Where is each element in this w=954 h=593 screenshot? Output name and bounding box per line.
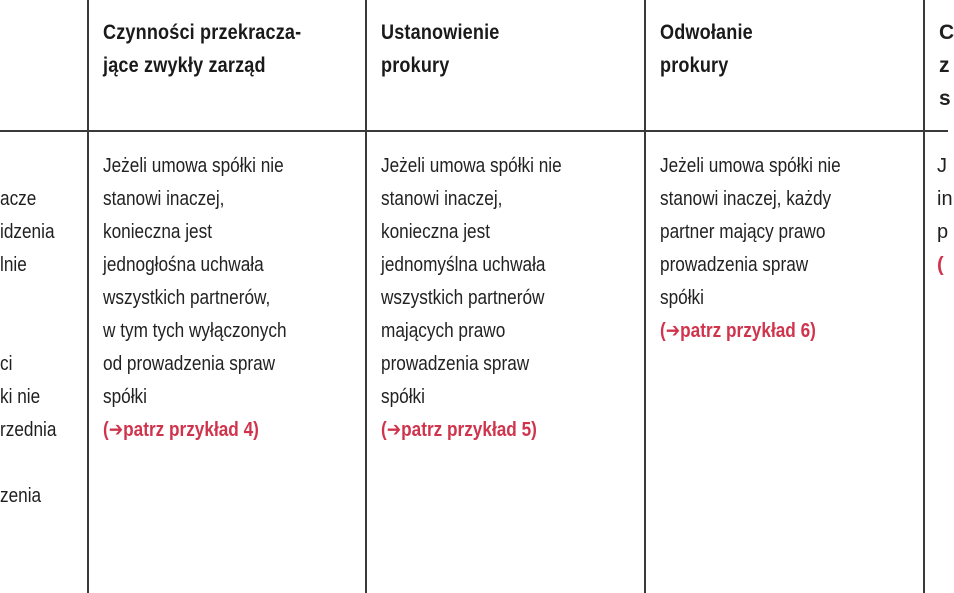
body-line: konieczna jest bbox=[103, 221, 213, 243]
column-body bbox=[660, 150, 941, 348]
cut-off-heading bbox=[939, 16, 954, 115]
cut-off-text: ci bbox=[0, 353, 13, 375]
body-line: Jeżeli umowa spółki nie bbox=[381, 155, 562, 177]
cut-off-body bbox=[937, 150, 953, 282]
table-column-partial-right bbox=[925, 0, 954, 593]
body-line: spółki bbox=[660, 287, 704, 309]
body-line: stanowi inaczej, bbox=[381, 188, 503, 210]
column-heading: Ustanowienie prokury bbox=[381, 21, 500, 77]
cut-off-text: ki nie bbox=[0, 386, 41, 408]
example-reference-link[interactable]: (➔patrz przykład 6) bbox=[660, 320, 816, 342]
body-line: jednogłośna uchwała bbox=[103, 254, 264, 276]
body-line: mających prawo bbox=[381, 320, 506, 342]
body-line: prowadzenia spraw bbox=[381, 353, 530, 375]
cut-off-text: s bbox=[939, 87, 951, 110]
body-line: stanowi inaczej, bbox=[103, 188, 225, 210]
cut-off-text: idzenia bbox=[0, 221, 55, 243]
body-line: jednomyślna uchwała bbox=[381, 254, 546, 276]
body-line: stanowi inaczej, każdy bbox=[660, 188, 832, 210]
cut-off-text: acze bbox=[0, 188, 37, 210]
cut-off-text: z bbox=[939, 54, 950, 77]
column-heading: Czynności przekracza- jące zwykły zarząd bbox=[103, 21, 302, 77]
table-column-czynnosci bbox=[89, 0, 365, 593]
cut-off-text: zenia bbox=[0, 485, 42, 507]
example-reference-link[interactable]: (➔patrz przykład 5) bbox=[381, 419, 537, 441]
column-body bbox=[103, 150, 383, 447]
cut-off-text: rzednia bbox=[0, 419, 57, 441]
cut-off-text: J bbox=[937, 155, 947, 177]
body-line: partner mający prawo bbox=[660, 221, 826, 243]
example-reference-link[interactable]: (➔patrz przykład 4) bbox=[103, 419, 259, 441]
cut-off-text: p bbox=[937, 221, 949, 243]
body-line: wszystkich partnerów, bbox=[103, 287, 271, 309]
cut-off-text: C bbox=[939, 21, 954, 44]
cut-off-text: ( bbox=[937, 254, 944, 276]
column-body bbox=[381, 150, 662, 447]
body-line: Jeżeli umowa spółki nie bbox=[103, 155, 284, 177]
cut-off-text: in bbox=[937, 188, 953, 210]
table-column-odwolanie-prokury bbox=[646, 0, 923, 593]
body-line: spółki bbox=[381, 386, 425, 408]
cut-off-text: lnie bbox=[0, 254, 27, 276]
body-line: prowadzenia spraw bbox=[660, 254, 809, 276]
body-line: wszystkich partnerów bbox=[381, 287, 545, 309]
table-column-ustanowienie-prokury bbox=[367, 0, 644, 593]
body-line: Jeżeli umowa spółki nie bbox=[660, 155, 841, 177]
body-line: w tym tych wyłączonych bbox=[103, 320, 287, 342]
column-heading: Odwołanie prokury bbox=[660, 21, 753, 77]
table-column-partial-left bbox=[0, 0, 87, 593]
body-line: od prowadzenia spraw bbox=[103, 353, 276, 375]
body-line: konieczna jest bbox=[381, 221, 491, 243]
body-line: spółki bbox=[103, 386, 147, 408]
